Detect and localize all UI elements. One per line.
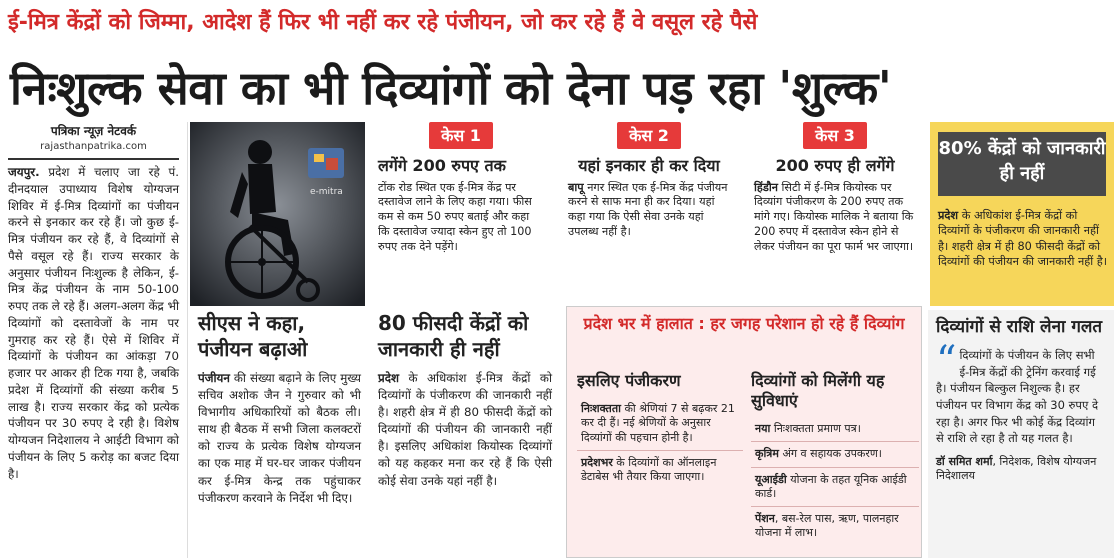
eighty-story-text: के अधिकांश ई-मित्र केंद्रों को दिव्यांगों के पंजीकरण की जानकारी नहीं है। शहरी क्षेत्र में ही 80 फीसदी केंद्रों को दिव्यांगों की पंजीयन की जानकारी नहीं है। इसलिए अधिकांश कियोस्क दिव्यांगों को यह कहकर मना कर रहे हैं कि ऐसी कोई सेवा उनके यहां नहीं है। xyxy=(378,371,552,488)
dateline: जयपुर. xyxy=(8,165,40,179)
cs-story-body xyxy=(198,370,361,507)
case-3-text: सिटी में ई-मित्र कियोस्क पर दिव्यांग पंजीकरण के 200 रुपए तक मांगे गए। कियोस्क मालिक ने बताया कि 200 रुपए में दस्तावेज स्केन होने से लेकर पंजीयन का पूरा फार्म भर जाएगा। xyxy=(754,180,914,253)
list-item xyxy=(751,417,919,442)
case-2-text: नगर स्थित एक ई-मित्र केंद्र पंजीयन करने से साफ मना ही कर दिया। यहां कहा गया कि ऐसी सेवा उनके यहां उपलब्ध नहीं है। xyxy=(568,180,728,238)
list-item-bold: कृत्रिम xyxy=(755,447,779,461)
cs-story-lead-word: पंजीयन xyxy=(198,371,230,385)
byline: पत्रिका न्यूज़ नेटवर्क xyxy=(50,124,137,138)
director-role: , निदेशक, विशेष योग्यजन निदेशालय xyxy=(936,454,1097,483)
list-item xyxy=(751,468,919,508)
cs-story-title: सीएस ने कहा, पंजीयन बढ़ाओ xyxy=(198,311,308,361)
list-item-text: अंग व सहायक उपकरण। xyxy=(778,447,882,461)
wheelchair-illustration xyxy=(190,122,365,306)
eighty-story-body xyxy=(378,370,552,490)
case-2 xyxy=(558,122,740,306)
list-item xyxy=(577,397,743,451)
quote-mark-icon: “ xyxy=(936,337,957,384)
headline: निःशुल्क सेवा का भी दिव्यांगों को देना पड़ रहा 'शुल्क' xyxy=(10,61,892,115)
eighty-story-lead-word: प्रदेश xyxy=(378,371,399,385)
director-quote-title: दिव्यांगों से राशि लेना गलत xyxy=(936,317,1103,337)
cs-story-text: की संख्या बढ़ाने के लिए मुख्य सचिव अशोक जैन ने गुरुवार को भी विभागीय अधिकारियों को बैठक ली। साथ ही बैठक में सभी जिला कलक्टरों को राज्य के प्रत्येक विशेष योग्यजन का एक माह में घर-घर जाकर पंजीयन कर ई-मित्र केन्द्र तक पहुंचाकर पंजीकरण करवाने के निर्देश भी दिए। xyxy=(198,371,361,505)
list-item xyxy=(751,507,919,546)
list-item-text: के दिव्यांगों का ऑनलाइन डेटाबेस भी तैयार किया जाएगा। xyxy=(581,455,717,484)
case-2-body xyxy=(568,181,730,240)
director-quote xyxy=(928,310,1114,558)
case-2-heading: यहां इनकार ही कर दिया xyxy=(578,156,720,175)
lead-paragraph xyxy=(8,164,179,482)
case-3-body xyxy=(754,181,916,255)
eighty-percent-box xyxy=(930,122,1114,306)
case-3-heading: 200 रुपए ही लगेंगे xyxy=(775,156,895,175)
eighty-percent-text: के अधिकांश ई-मित्र केंद्रों को दिव्यांगों के पंजीकरण की जानकारी नहीं है। शहरी क्षेत्र में ही 80 फीसदी केंद्रों को दिव्यांगों की पंजीयन की जानकारी नहीं है। xyxy=(938,209,1108,268)
list-item-text: निःशक्तता प्रमाण पत्र। xyxy=(770,422,861,435)
strapline: ई-मित्र केंद्रों को जिम्मा, आदेश हैं फिर भी नहीं कर रहे पंजीयन, जो कर रहे हैं वे वसूल रहे पैसे xyxy=(8,10,758,35)
eighty-percent-body xyxy=(938,208,1108,269)
benefits-list xyxy=(751,371,919,546)
case-3-lead-word: हिंडौन xyxy=(754,180,778,194)
list-item xyxy=(577,451,743,490)
list-item-text: , बस-रेल पास, ऋण, पालनहार योजना में लाभ। xyxy=(755,512,899,540)
case-2-lead-word: बापू xyxy=(568,180,584,194)
registration-reasons-heading: इसलिए पंजीकरण xyxy=(577,371,681,390)
registration-reasons xyxy=(577,371,743,489)
case-1-tag: केस 1 xyxy=(429,122,493,149)
case-1-heading: लगेंगे 200 रुपए तक xyxy=(378,156,506,175)
statewide-title: प्रदेश भर में हालात : हर जगह परेशान हो रहे हैं दिव्यांग xyxy=(583,314,905,333)
list-item-bold: पेंशन xyxy=(755,512,775,526)
director-signature xyxy=(936,455,1106,484)
cs-story xyxy=(192,310,367,558)
eighty-story-title: 80 फीसदी केंद्रों को जानकारी ही नहीं xyxy=(378,311,529,361)
list-item-bold: नया xyxy=(755,422,771,435)
case-3-tag: केस 3 xyxy=(803,122,867,149)
list-item-bold: यूआईडी xyxy=(755,472,787,486)
lead-text: प्रदेश में चलाए जा रहे पं. दीनदयाल उपाध्याय विशेष योग्यजन शिविर में ई-मित्र दिव्यांगों का पंजीयन करने से इनकार कर रहे हैं। जो कुछ ई-मित्र पंजीयन कर रहे हैं, वे दिव्यांगों से पैसे वसूल रहे हैं। राज्य सरकार के अनुसार पंजीयन निःशुल्क है लेकिन, ई-मित्र केंद्र पंजीयन के नाम 50-100 रुपए तक ले रहे हैं। अलग-अलग केंद्र भी दिव्यांगों को दस्तावेजों के नाम पर गुमराह कर रहे हैं। ऐसे में शिविर में दिव्यांगों के पंजीयन का आंकड़ा 70 हजार पर आकर ही टिक गया है, जबकि प्रदेश में दिव्यांगों की संख्या करीब 5 लाख है। राज्य सरकार केंद्र को प्रत्येक पंजीयन पर 30 रुपए दे रही है। विशेष योग्यजन निदेशालय ने आईटी विभाग को पंजीयन के लिए 5 करोड़ का बजट दिया है। xyxy=(8,165,179,481)
case-3 xyxy=(744,122,926,306)
lead-column xyxy=(0,122,188,558)
eighty-percent-lead-word: प्रदेश xyxy=(938,209,959,222)
director-quote-body: दिव्यांगों के पंजीयन के लिए सभी ई-मित्र केंद्रों की ट्रेनिंग करवाई गई है। पंजीयन बिल्कुल निशुल्क है। हर पंजीयन पर विभाग केंद्र को 30 रुपए दे रहा है। अगर फिर भी कोई केंद्र दिव्यांग से राशि ले रहा है तो यह गलत है। xyxy=(936,347,1099,446)
benefits-heading: दिव्यांगों को मिलेंगी यह सुविधाएं xyxy=(751,371,885,410)
case-1-body: टोंक रोड स्थित एक ई-मित्र केंद्र पर दस्तावेज लाने के लिए कहा गया। फीस कम से कम 50 रुपए बताई और कहा कि दस्तावेज ज्यादा स्केन हुए तो 100 रुपए तक देने पड़ेंगे। xyxy=(378,180,532,253)
eighty-percent-heading: 80% केंद्रों को जानकारी ही नहीं xyxy=(938,132,1106,196)
director-name: डॉ समित शर्मा xyxy=(936,454,993,468)
case-2-tag: केस 2 xyxy=(617,122,681,149)
statewide-box xyxy=(566,306,922,558)
list-item-text: योजना के तहत यूनिक आईडी कार्ड। xyxy=(755,472,907,500)
list-item-text: की श्रेणियां 7 से बढ़कर 21 कर दी हैं। नई श्रेणियों के अनुसार दिव्यांगों की पहचान होनी है। xyxy=(581,402,735,444)
list-item-bold: प्रदेशभर xyxy=(581,455,613,469)
e-mitra-logo-label: e-mitra xyxy=(310,187,343,197)
eighty-story xyxy=(372,310,558,558)
wheelchair-photo xyxy=(190,122,365,306)
case-1 xyxy=(368,122,554,306)
list-item-bold: निःशक्तता xyxy=(581,402,621,415)
byline-website: rajasthanpatrika.com xyxy=(40,141,147,152)
divider xyxy=(8,158,179,160)
list-item xyxy=(751,442,919,467)
